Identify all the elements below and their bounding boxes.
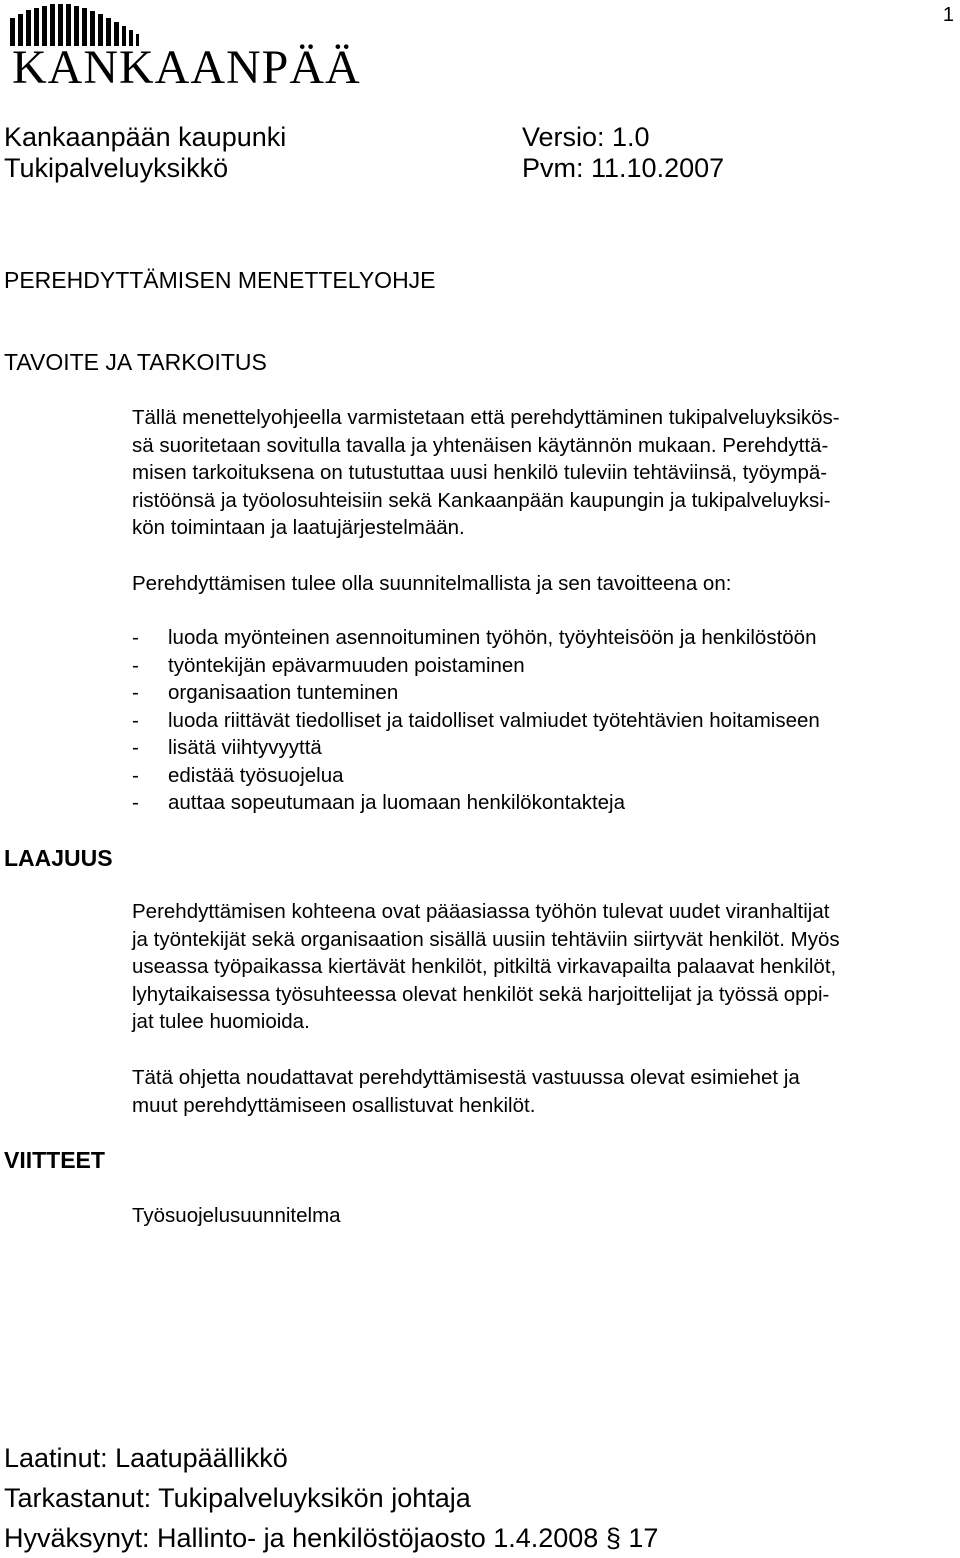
list-item-text: auttaa sopeutumaan ja luomaan henkilökontakteja	[168, 791, 626, 814]
document-title: PEREHDYTTÄMISEN MENETTELYOHJE	[4, 267, 436, 293]
list-item	[132, 652, 960, 680]
list-bullet: -	[132, 626, 139, 649]
prepared-by: Laatinut: Laatupäällikkö	[4, 1443, 288, 1473]
list-item	[132, 707, 960, 735]
paragraph-line: useassa työpaikassa kiertävät henkilöt, pitkiltä virkavapailta palaavat henkilöt,	[132, 955, 837, 978]
scope-paragraph-2	[132, 1064, 960, 1119]
list-bullet: -	[132, 736, 139, 759]
goals-list	[132, 624, 960, 817]
paragraph-line: ja työntekijät sekä organisaation sisällä uusiin tehtäviin siirtyvät henkilöt. Myös	[132, 927, 840, 951]
list-item	[132, 762, 960, 790]
kankaanpaa-logo	[4, 4, 361, 94]
paragraph-line: Perehdyttämisen kohteena ovat pääasiassa työhön tulevat uudet viranhaltijat	[132, 900, 830, 923]
checked-by: Tarkastanut: Tukipalveluyksikön johtaja	[4, 1483, 471, 1513]
paragraph-line: Perehdyttämisen tulee olla suunnitelmallista ja sen tavoitteena on:	[132, 572, 732, 595]
section-heading-laajuus: LAAJUUS	[4, 845, 113, 871]
paragraph-line: lyhytaikaisessa työsuhteessa olevat henkilöt sekä harjoittelijat ja työssä oppi-	[132, 982, 830, 1006]
list-bullet: -	[132, 708, 139, 732]
list-bullet: -	[132, 681, 139, 704]
list-item-text: luoda riittävät tiedolliset ja taidolliset valmiudet työtehtävien hoitamiseen	[168, 708, 820, 732]
paragraph-line: misen tarkoituksena on tutustuttaa uusi henkilö tuleviin tehtäviinsä, työympä-	[132, 461, 828, 484]
reference-item	[132, 1202, 960, 1230]
paragraph-line: ristöönsä ja työolosuhteisiin sekä Kankaanpään kaupungin ja tukipalveluyksi-	[132, 488, 831, 512]
list-item	[132, 679, 960, 707]
version: Versio: 1.0	[522, 122, 650, 152]
header-left	[4, 122, 286, 184]
paragraph-line: Tätä ohjetta noudattavat perehdyttämisestä vastuussa olevat esimiehet ja	[132, 1066, 800, 1089]
header-right	[522, 122, 724, 184]
organization-name: Kankaanpään kaupunki	[4, 122, 287, 152]
paragraph-line: kön toimintaan ja laatujärjestelmään.	[132, 516, 465, 539]
paragraph-line: sä suoritetaan sovitulla tavalla ja yhtenäisen käytännön mukaan. Perehdyttä-	[132, 433, 829, 457]
list-item-text: työntekijän epävarmuuden poistaminen	[168, 653, 525, 677]
list-item-text: edistää työsuojelua	[168, 763, 344, 787]
document-date: Pvm: 11.10.2007	[522, 153, 725, 183]
list-bullet: -	[132, 791, 139, 814]
list-bullet: -	[132, 653, 139, 677]
list-item	[132, 789, 960, 817]
paragraph-line: Tällä menettelyohjeella varmistetaan että perehdyttäminen tukipalveluyksikös-	[132, 406, 840, 429]
list-item-text: organisaation tunteminen	[168, 681, 399, 704]
logo-wordmark: KANKAANPÄÄ	[12, 41, 361, 94]
list-bullet: -	[132, 763, 139, 787]
paragraph-line: muut perehdyttämiseen osallistuvat henkilöt.	[132, 1093, 536, 1117]
approved-by: Hyväksynyt: Hallinto- ja henkilöstöjaosto 1.4.2008 § 17	[4, 1523, 659, 1553]
reference-text: Työsuojelusuunnitelma	[132, 1204, 341, 1227]
section-heading-viitteet: VIITTEET	[4, 1147, 105, 1173]
scope-paragraph	[132, 898, 960, 1036]
approval-footer	[4, 1438, 658, 1558]
list-item-text: luoda myönteinen asennoituminen työhön, työyhteisöön ja henkilöstöön	[168, 626, 817, 649]
intro-paragraph	[132, 404, 960, 542]
page-number: 1	[942, 4, 954, 26]
goals-intro	[132, 570, 960, 598]
unit-name: Tukipalveluyksikkö	[4, 153, 229, 183]
list-item	[132, 624, 960, 652]
section-heading-tavoite: TAVOITE JA TARKOITUS	[4, 349, 267, 375]
list-item-text: lisätä viihtyvyyttä	[168, 736, 322, 759]
list-item	[132, 734, 960, 762]
paragraph-line: jat tulee huomioida.	[132, 1010, 310, 1033]
